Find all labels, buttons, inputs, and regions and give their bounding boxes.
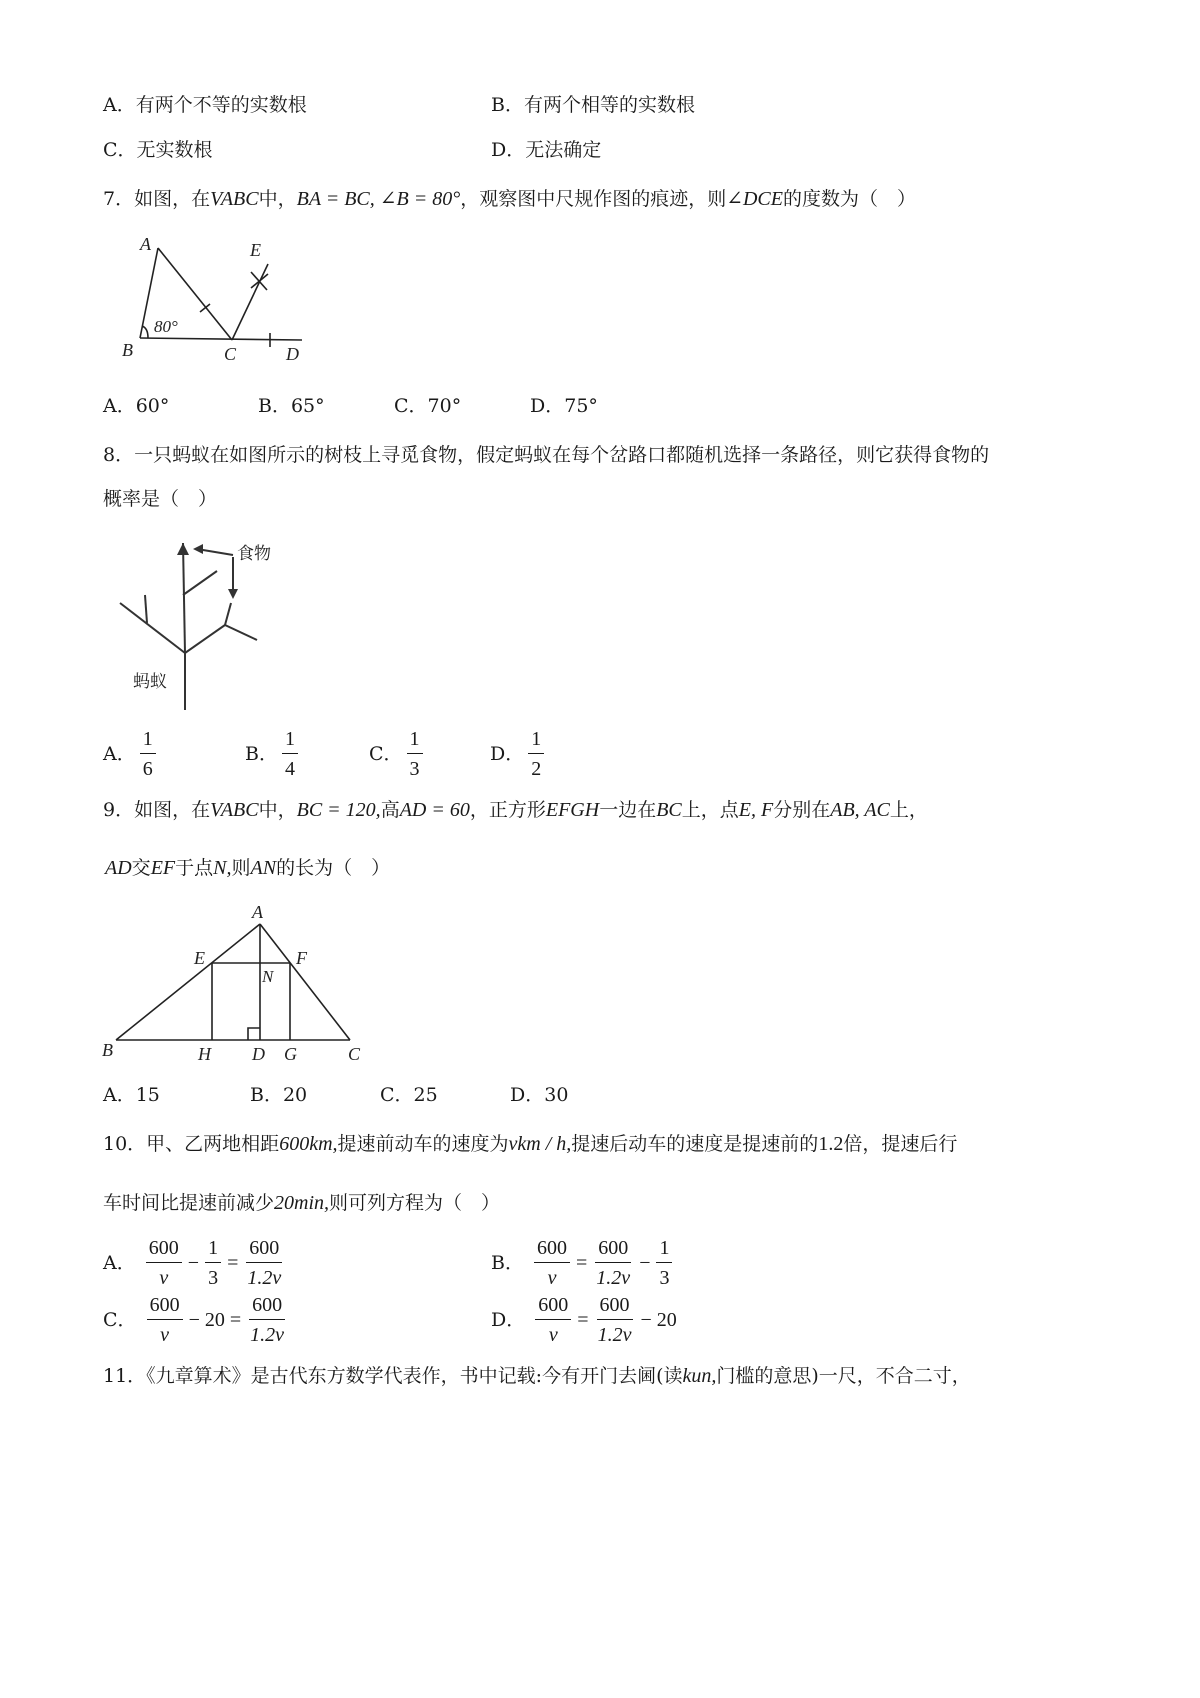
arc-mark-2 xyxy=(251,274,268,288)
arrowhead-food-left xyxy=(193,544,203,554)
right-angle-mark xyxy=(248,1028,260,1040)
twig-middle xyxy=(183,571,217,595)
q7-option-b: B．65° xyxy=(258,395,325,417)
q8-option-a: A． $\frac{1}{6}$ xyxy=(103,728,160,780)
segment-ac xyxy=(260,924,350,1040)
q8-option-d: D． $\frac{1}{2}$ xyxy=(490,728,548,780)
arrowhead-top xyxy=(177,543,189,555)
arrowhead-food-down xyxy=(228,589,238,599)
label-d: D xyxy=(252,1044,265,1064)
label-food: 食物 xyxy=(237,544,271,564)
q9-option-b: B．20 xyxy=(250,1084,308,1106)
q9-figure xyxy=(100,900,370,1070)
branch-middle xyxy=(183,543,185,653)
branch-right xyxy=(185,625,225,653)
label-c: C xyxy=(348,1044,361,1064)
q6-option-a: A．有两个不等的实数根 xyxy=(103,94,307,116)
q7-option-d: D．75° xyxy=(530,395,598,417)
twig-right-1 xyxy=(225,625,257,640)
ray-bd xyxy=(140,338,302,340)
segment-ab xyxy=(116,924,260,1040)
label-ant: 蚂蚁 xyxy=(133,672,167,692)
label-b: B xyxy=(122,340,133,360)
q6-option-b: B．有两个相等的实数根 xyxy=(491,94,695,116)
ray-ce xyxy=(232,264,268,340)
label-h: H xyxy=(198,1044,211,1064)
angle-arc-b xyxy=(142,326,148,338)
q8-figure xyxy=(115,535,295,715)
twig-left xyxy=(145,595,147,623)
label-d: D xyxy=(286,344,299,364)
q7-option-c: C．70° xyxy=(394,395,462,417)
q6-option-d: D．无法确定 xyxy=(491,139,602,161)
label-b: B xyxy=(102,1040,113,1060)
branch-left xyxy=(120,603,185,653)
label-a: A xyxy=(140,234,151,254)
label-f: F xyxy=(296,948,307,968)
q8-option-b: B． $\frac{1}{4}$ xyxy=(245,728,302,780)
label-angle-80: 80° xyxy=(154,317,178,336)
q10-stem-line1: 10．甲、乙两地相距600km,提速前动车的速度为vkm / h,提速后动车的速度是提速前的1.2倍，提速后行 xyxy=(103,1133,958,1155)
label-e: E xyxy=(194,948,205,968)
q7-figure xyxy=(110,228,320,368)
q10-option-b: B． $\frac{600}{v}$ = $\frac{600}{1.2v}$ − $\frac{1}{3}$ xyxy=(491,1237,676,1289)
q7-option-a: A．60° xyxy=(103,395,170,417)
q6-option-c: C．无实数根 xyxy=(103,139,213,161)
q9-option-d: D．30 xyxy=(510,1084,569,1106)
label-e: E xyxy=(250,240,261,260)
label-a: A xyxy=(252,902,263,922)
q10-option-a: A． $\frac{600}{v}$ − $\frac{1}{3}$ = $\frac{600}{1.2v}$ xyxy=(103,1237,282,1289)
q10-option-c: C． $\frac{600}{v}$ − 20 = $\frac{600}{1.2v}$ xyxy=(103,1294,285,1346)
q8-option-c: C． $\frac{1}{3}$ xyxy=(369,728,427,780)
q9-option-a: A．15 xyxy=(103,1084,160,1106)
q10-stem-line2: 车时间比提速前减少20min,则可列方程为（ ） xyxy=(103,1192,501,1214)
q7-stem: 7．如图，在VABC中，BA = BC, ∠B = 80°，观察图中尺规作图的痕迹，则∠DCE的度数为（ ） xyxy=(103,188,917,210)
q10-option-d: D． $\frac{600}{v}$ = $\frac{600}{1.2v}$ − 20 xyxy=(491,1294,677,1346)
q8-stem-line2: 概率是（ ） xyxy=(103,488,218,510)
label-c: C xyxy=(224,344,237,364)
twig-right-2 xyxy=(225,603,231,625)
q9-stem-line2: AD交EF于点N,则AN的长为（ ） xyxy=(105,857,391,879)
q8-stem-line1: 8．一只蚂蚁在如图所示的树枝上寻觅食物，假定蚂蚁在每个岔路口都随机选择一条路径，则它获得食物的 xyxy=(103,444,990,466)
q11-stem-line1: 11．《九章算术》是古代东方数学代表作，书中记载:今有开门去阃(读kun,门槛的意思)一尺，不合二寸， xyxy=(103,1365,971,1387)
q9-option-c: C．25 xyxy=(380,1084,438,1106)
label-n: N xyxy=(262,967,274,986)
q9-stem-line1: 9．如图，在VABC中，BC = 120,高AD = 60，正方形EFGH一边在BC上，点E, F分别在AB, AC上， xyxy=(103,799,928,821)
label-g: G xyxy=(284,1044,297,1064)
